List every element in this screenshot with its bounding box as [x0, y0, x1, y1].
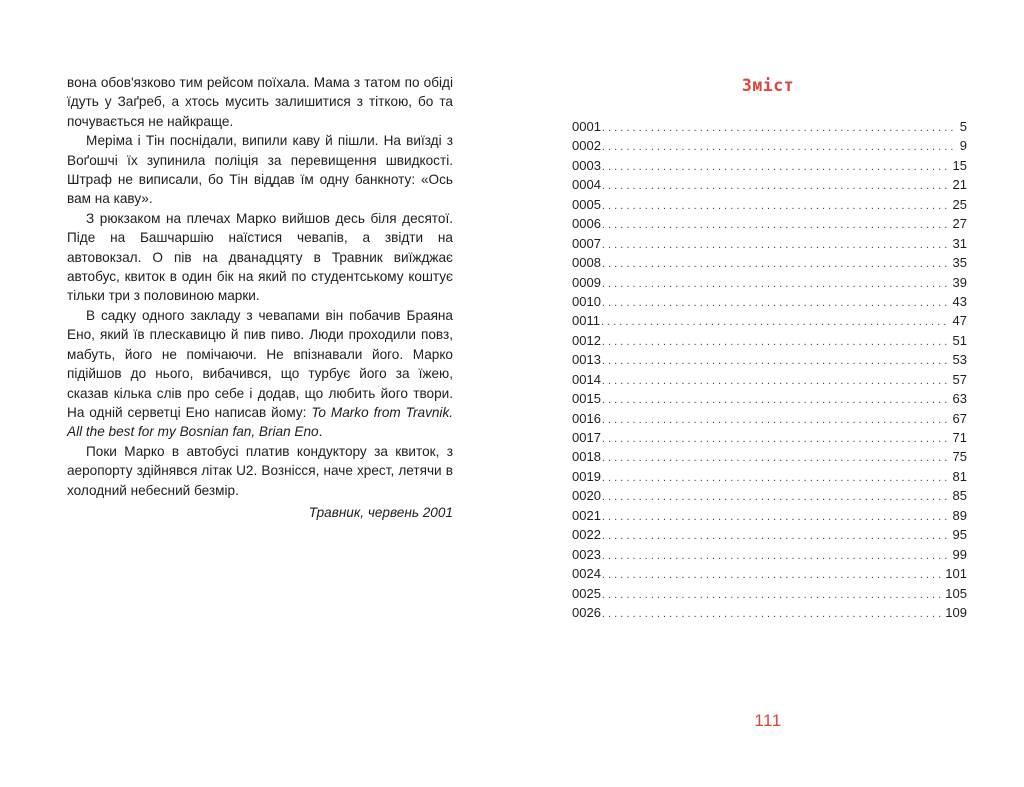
- toc-leader-dots: [602, 449, 950, 468]
- toc-entry-number: 0012: [572, 332, 601, 348]
- toc-entry-page: 9: [959, 138, 967, 154]
- toc-leader-dots: [602, 566, 942, 585]
- toc-entry[interactable]: [572, 292, 967, 311]
- toc-leader-dots: [602, 197, 950, 216]
- toc-leader-dots: [602, 333, 950, 352]
- toc-entry-number: 0010: [572, 293, 601, 309]
- toc-entry-number: 0008: [572, 255, 601, 271]
- toc-entry[interactable]: [572, 428, 967, 447]
- toc-leader-dots: [602, 488, 950, 507]
- toc-entry-page: 57: [952, 371, 967, 387]
- toc-entry[interactable]: [572, 467, 967, 486]
- toc-leader-dots: [602, 352, 950, 371]
- toc-leader-dots: [602, 158, 950, 177]
- toc-entry-number: 0020: [572, 488, 601, 504]
- toc-entry-number: 0002: [572, 138, 601, 154]
- toc-entry-page: 47: [952, 313, 967, 329]
- toc-entry[interactable]: [572, 214, 967, 233]
- toc-entry-page: 31: [952, 235, 967, 251]
- toc-entry-number: 0014: [572, 371, 601, 387]
- paragraph-4: [67, 306, 453, 442]
- toc-entry-page: 63: [952, 391, 967, 407]
- toc-entry[interactable]: [572, 156, 967, 175]
- toc-entry-page: 99: [952, 546, 967, 562]
- paragraph-2: Меріма і Тін поснідали, випили каву й пішли. На виїзді з Воґошчі їх зупинила поліція за перевищення швидкості. Штраф не виписали, бо Тін віддав їм одну банкноту: «Ось вам на каву».: [67, 133, 453, 207]
- toc-leader-dots: [602, 527, 950, 546]
- paragraph-5: Поки Марко в автобусі платив кондуктору за квиток, з аеропорту здійнявся літак U2. Вознісся, наче хрест, летячи в холодний небесний безмір.: [67, 443, 453, 498]
- toc-entry[interactable]: [572, 350, 967, 369]
- toc-entry[interactable]: [572, 564, 967, 583]
- toc-entry-number: 0015: [572, 391, 601, 407]
- toc-entry[interactable]: [572, 311, 967, 330]
- toc-leader-dots: [602, 372, 950, 391]
- toc-entry-number: 0026: [572, 604, 601, 620]
- page-number: 111: [754, 711, 782, 730]
- paragraph-4-text: В садку одного закладу з чевапами він побачив Браяна Ено, який їв плескавицю й пив пиво. Люди проходили повз, мабуть, його не помічаючи. Не впізнавали його. Марко підійшов до нього, вибачився, що турбує його за їжею, сказав кілька слів про себе і додав, що любить його твори. На одній серветці Ено написав йому:: [67, 307, 453, 420]
- toc-entry[interactable]: [572, 506, 967, 525]
- toc-leader-dots: [602, 236, 950, 255]
- toc-leader-dots: [602, 138, 957, 157]
- toc-entry[interactable]: [572, 525, 967, 544]
- toc-entry-number: 0003: [572, 157, 601, 173]
- toc-entry-number: 0007: [572, 235, 601, 251]
- toc-leader-dots: [602, 547, 950, 566]
- toc-entry[interactable]: [572, 136, 967, 155]
- toc-entry-page: 43: [952, 293, 967, 309]
- toc-leader-dots: [602, 586, 942, 605]
- paragraph-1: вона обов'язково тим рейсом поїхала. Мама з татом по обіді їдуть у Заґреб, а хтось мусить залишитися з тіткою, бо та почувається не найкраще.: [67, 75, 453, 129]
- toc-leader-dots: [602, 216, 950, 235]
- toc-leader-dots: [602, 391, 950, 410]
- toc-entry-page: 39: [952, 274, 967, 290]
- toc-entry-number: 0018: [572, 449, 601, 465]
- toc-entry-page: 75: [952, 449, 967, 465]
- toc-entry[interactable]: [572, 409, 967, 428]
- toc-entry[interactable]: [572, 175, 967, 194]
- toc-entry-page: 5: [959, 119, 967, 134]
- toc-entry-number: 0016: [572, 410, 601, 426]
- toc-entry-number: 0023: [572, 546, 601, 562]
- body-text: [67, 73, 453, 500]
- toc-leader-dots: [602, 605, 942, 624]
- toc-entry[interactable]: [572, 253, 967, 272]
- toc-entry[interactable]: [572, 195, 967, 214]
- paragraph-3: З рюкзаком на плечах Марко вийшов десь біля десятої. Піде на Башчаршію наїстися чевапів, а звідти на автовокзал. О пів на дванадцяту в Травник виїжджає автобус, квиток в один бік на який по студентському коштує тільки три з половиною марки.: [67, 210, 453, 304]
- toc-entry[interactable]: [572, 234, 967, 253]
- toc-entry-number: 0004: [572, 177, 601, 193]
- toc-leader-dots: [602, 508, 950, 527]
- toc-entry-page: 89: [952, 507, 967, 523]
- toc-leader-dots: [602, 119, 957, 138]
- toc-entry[interactable]: [572, 389, 967, 408]
- right-page: [512, 0, 1024, 787]
- toc-entry[interactable]: [572, 545, 967, 564]
- toc-entry-page: 105: [945, 585, 967, 601]
- toc-entry-number: 0021: [572, 507, 601, 523]
- toc-entry-page: 21: [952, 177, 967, 193]
- toc-entry[interactable]: [572, 584, 967, 603]
- toc-leader-dots: [601, 313, 950, 332]
- toc-entry[interactable]: [572, 117, 967, 136]
- toc-entry-number: 0022: [572, 527, 601, 543]
- toc-leader-dots: [602, 275, 950, 294]
- toc-entry[interactable]: [572, 603, 967, 622]
- toc-entry-page: 67: [952, 410, 967, 426]
- toc-leader-dots: [602, 177, 950, 196]
- table-of-contents: [572, 117, 967, 622]
- signature: Травник, червень 2001: [308, 505, 453, 520]
- toc-entry-number: 0025: [572, 585, 601, 601]
- toc-entry-number: 0024: [572, 566, 601, 582]
- toc-entry-page: 35: [952, 255, 967, 271]
- toc-entry-page: 101: [945, 566, 967, 582]
- toc-entry[interactable]: [572, 486, 967, 505]
- toc-entry-page: 71: [952, 430, 967, 445]
- toc-entry[interactable]: [572, 273, 967, 292]
- toc-entry-number: 0019: [572, 468, 601, 484]
- toc-entry-number: 0011: [572, 313, 600, 329]
- toc-entry-page: 109: [945, 604, 967, 620]
- toc-entry[interactable]: [572, 447, 967, 466]
- toc-leader-dots: [602, 255, 950, 274]
- toc-entry-page: 53: [952, 352, 967, 368]
- toc-entry-number: 0001: [572, 119, 601, 134]
- toc-entry-number: 0009: [572, 274, 601, 290]
- toc-entry-page: 95: [952, 527, 967, 543]
- toc-entry-page: 25: [952, 196, 967, 212]
- dedication-end: .: [318, 424, 323, 440]
- toc-leader-dots: [602, 294, 950, 313]
- toc-leader-dots: [602, 469, 950, 488]
- toc-entry[interactable]: [572, 331, 967, 350]
- toc-entry-page: 27: [952, 216, 967, 232]
- toc-entry-number: 0006: [572, 216, 601, 232]
- toc-entry-page: 81: [952, 468, 967, 484]
- toc-entry-number: 0005: [572, 196, 601, 212]
- toc-leader-dots: [602, 411, 950, 430]
- toc-leader-dots: [602, 430, 950, 449]
- toc-entry-page: 85: [952, 488, 967, 504]
- dedication-text: To Marko from Travnik. All the best for my Bosnian fan, Brian Eno: [67, 404, 454, 440]
- toc-entry-page: 15: [952, 157, 967, 173]
- toc-entry-number: 0017: [572, 430, 601, 445]
- toc-entry-page: 51: [952, 332, 967, 348]
- toc-entry[interactable]: [572, 370, 967, 389]
- toc-title: Зміст: [741, 76, 795, 95]
- toc-entry-number: 0013: [572, 352, 601, 368]
